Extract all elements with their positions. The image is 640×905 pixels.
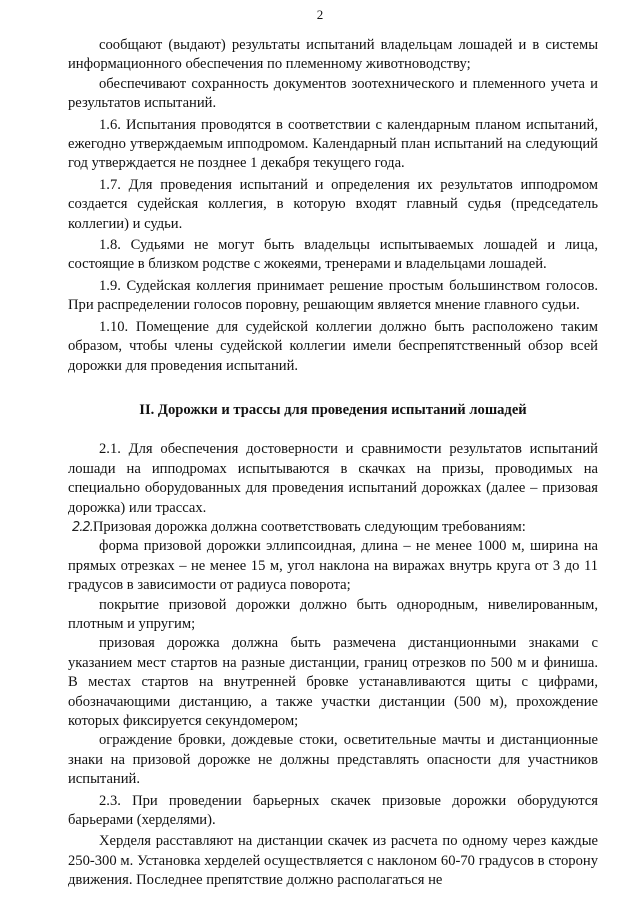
paragraph-1-6: 1.6. Испытания проводятся в соответствии с календарным планом испытаний, ежегодно утверждаемым ипподромом. Календарный план испытаний на следующий год утверждается не позднее 1 декабря текущего года. — [68, 116, 598, 172]
paragraph-1-7: 1.7. Для проведения испытаний и определения их результатов ипподромом создается судейская коллегия, в которую входят главный судья (председатель коллегии) и судьи. — [68, 176, 598, 232]
paragraph-2-1: 2.1. Для обеспечения достоверности и сравнимости результатов испытаний лошади на ипподромах испытываются в скачках на призы, проводимых на специально оборудованных для проведения испытаний дорожках (далее – призовая дорожка) или трассах. — [68, 441, 598, 516]
paragraph: сообщают (выдают) результаты испытаний владельцам лошадей и в системы информационного обеспечения по племенному животноводству; — [68, 37, 598, 73]
paragraph-1-10: 1.10. Помещение для судейской коллегии должно быть расположено таким образом, чтобы члены судейской коллегии имели беспрепятственный обзор всей дорожки для проведения испытаний. — [68, 318, 598, 374]
paragraph-1-9: 1.9. Судейская коллегия принимает решение простым большинством голосов. При распределении голосов поровну, решающим является мнение главного судьи. — [68, 277, 598, 314]
paragraph-2-3: 2.3. При проведении барьерных скачек призовые дорожки оборудуются барьерами (херделями). — [68, 792, 598, 829]
page-number: 2 — [316, 7, 324, 22]
paragraph: обеспечивают сохранность документов зоотехнического и племенного учета и результатов испытаний. — [68, 75, 598, 112]
paragraph: форма призовой дорожки эллипсоидная, длина – не менее 1000 м, ширина на прямых отрезках – не менее 15 м, угол наклона на виражах внутрь круга от 3 до 11 градусов в зависимости от радиуса поворота; — [68, 538, 598, 594]
paragraph: ограждение бровки, дождевые стоки, осветительные мачты и дистанционные знаки на призовой дорожке не должны представлять опасности для участников испытаний. — [68, 732, 598, 788]
document-body — [68, 36, 598, 891]
paragraph-2-2 — [68, 518, 598, 537]
handwritten-number: 2.2. — [72, 519, 93, 535]
paragraph: покрытие призовой дорожки должно быть однородным, нивелированным, плотным и упругим; — [68, 596, 598, 632]
section-heading: II. Дорожки и трассы для проведения испытаний лошадей — [139, 401, 527, 418]
paragraph-1-8: 1.8. Судьями не могут быть владельцы испытываемых лошадей и лица, состоящие в близком родстве с жокеями, тренерами и владельцами лошадей. — [68, 237, 598, 273]
paragraph-2-2-text: Призовая дорожка должна соответствовать следующим требованиям: — [92, 518, 526, 535]
paragraph: Херделя расставляют на дистанции скачек из расчета по одному через каждые 250-300 м. Установка херделей осуществляется с наклоном 60-70 градусов в сторону движения. Последнее препятствие должно располагаться не — [68, 833, 598, 889]
paragraph: призовая дорожка должна быть размечена дистанционными знаками с указанием мест стартов на разные дистанции, границ отрезков по 500 м и финиша. В местах стартов на внутренней бровке устанавливаются щиты с цифрами, обозначающими дистанцию, а также участки дистанции (500 м), прохождение которых фиксируется секундомером; — [68, 635, 598, 729]
